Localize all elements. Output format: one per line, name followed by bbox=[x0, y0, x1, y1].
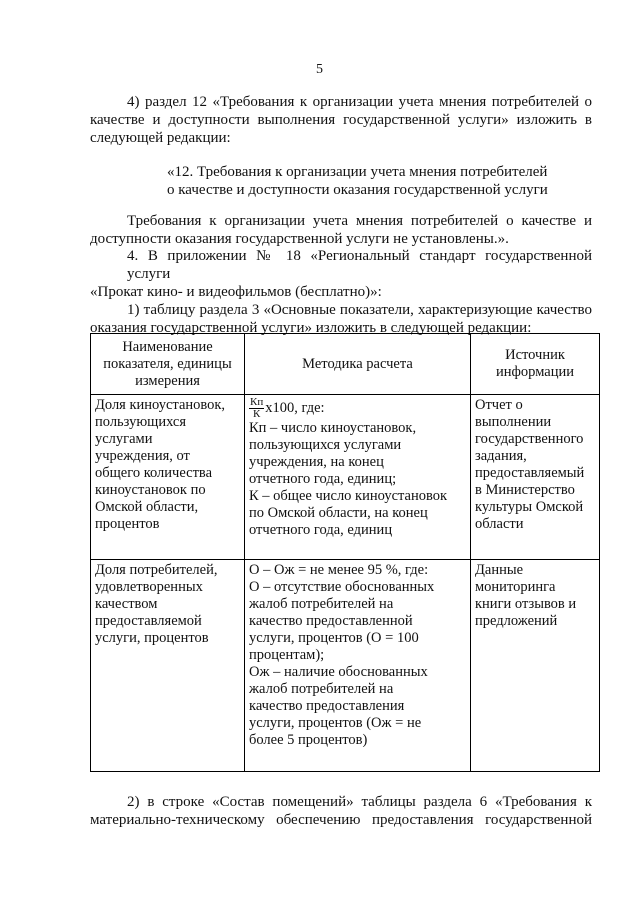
appendix-line-1: 4. В приложении № 18 «Региональный стандарт государственной услуги bbox=[127, 248, 592, 282]
header-method: Методика расчета bbox=[245, 334, 471, 395]
formula-denominator: К bbox=[252, 408, 261, 420]
appendix-line-3: 1) таблицу раздела 3 «Основные показатели, характеризующие качество bbox=[127, 302, 592, 318]
row-1-source: Отчет о выполнении государственного задания, предоставляемый в Министерство культуры Омской области bbox=[471, 395, 600, 560]
page-number: 5 bbox=[316, 62, 323, 77]
item-4-paragraph bbox=[90, 93, 592, 147]
appendix-line-2: «Прокат кино- и видеофильмов (бесплатно)»: bbox=[90, 284, 382, 300]
section-12-heading-line-1: «12. Требования к организации учета мнения потребителей bbox=[167, 164, 548, 180]
appendix-line-4: оказания государственной услуги» изложить в следующей редакции: bbox=[90, 320, 532, 336]
requirements-line-1: Требования к организации учета мнения потребителей о качестве и bbox=[127, 213, 592, 229]
row-2-indicator: Доля потребителей, удовлетворенных качеством предоставляемой услуги, процентов bbox=[91, 560, 245, 772]
item-2-line-1: 2) в строке «Состав помещений» таблицы раздела 6 «Требования к bbox=[127, 794, 592, 810]
table-header-row bbox=[91, 334, 600, 395]
header-indicator: Наименование показателя, единицы измерения bbox=[91, 334, 245, 395]
row-2-method: О – Ож = не менее 95 %, где: О – отсутствие обоснованных жалоб потребителей на качество предоставленной услуги, процентов (О = 100 процентам); Ож – наличие обоснованных жалоб потребителей на качество предоставления услуги, процентов (Ож = не более 5 процентов) bbox=[245, 560, 471, 772]
header-source: Источник информации bbox=[471, 334, 600, 395]
row-2-source: Данные мониторинга книги отзывов и предложений bbox=[471, 560, 600, 772]
formula-rest: х100, где: bbox=[265, 399, 325, 416]
section-12-heading-line-2: о качестве и доступности оказания государственной услуги bbox=[167, 182, 548, 198]
section-12-heading bbox=[167, 163, 587, 199]
table-row bbox=[91, 560, 600, 772]
indicators-table bbox=[90, 333, 600, 772]
item-2-paragraph bbox=[90, 793, 592, 829]
appendix-paragraph bbox=[90, 247, 592, 337]
formula bbox=[249, 397, 466, 420]
requirements-line-2: доступности оказания государственной услуги не установлены.». bbox=[90, 231, 509, 247]
requirements-paragraph bbox=[90, 212, 592, 248]
formula-fraction bbox=[249, 397, 264, 420]
formula-numerator: Кп bbox=[250, 396, 264, 408]
item-4-line-1: 4) раздел 12 «Требования к организации учета мнения потребителей о bbox=[127, 94, 592, 110]
row-1-method: $\frac{Кп}{К}$ х100, где: Кп – число киноустановок, пользующихся услугами учреждения, на конец отчетного года, единиц; К – общее число киноустановок по Омской области, на конец отчетного года, единиц bbox=[245, 395, 471, 560]
row-1-indicator: Доля киноустановок, пользующихся услугами учреждения, от общего количества киноустановок по Омской области, процентов bbox=[91, 395, 245, 560]
item-4-line-3: следующей редакции: bbox=[90, 130, 231, 146]
item-4-line-2: качестве и доступности выполнения государственной услуги» изложить в bbox=[90, 112, 592, 128]
item-2-line-2: материально-техническому обеспечению предоставления государственной bbox=[90, 812, 592, 828]
table-row bbox=[91, 395, 600, 560]
